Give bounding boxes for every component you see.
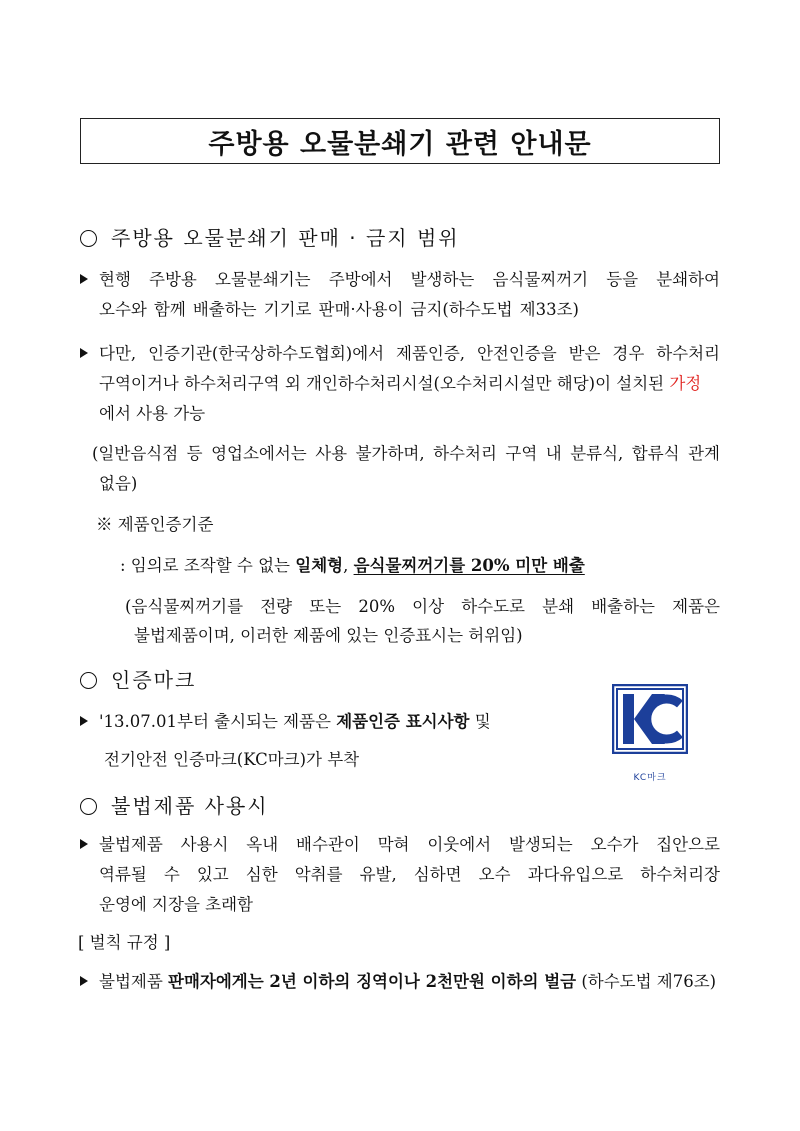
s3-bullet1-line1 — [80, 831, 720, 855]
s1-bullet2-line3 — [99, 400, 205, 424]
kc-mark-logo — [612, 684, 688, 784]
cert-note-line2 — [134, 622, 523, 646]
s1-bullet2-text3: 에서 사용 가능 — [99, 404, 206, 423]
s2-bullet1-text2: 전기안전 인증마크(KC마크)가 부착 — [104, 750, 360, 769]
page-title: 주방용 오물분쇄기 관련 안내문 — [208, 128, 592, 160]
penalty-heading-text: [ 벌칙 규정 ] — [78, 933, 171, 952]
triangle-bullet-icon — [80, 839, 88, 849]
s3-bullet1-line3 — [99, 891, 253, 915]
s3-bullet1-text3: 운영에 지장을 초래함 — [99, 895, 253, 914]
s3-bullet1-line2 — [99, 861, 720, 885]
highlight-home-text: 가정 — [669, 374, 702, 393]
circle-bullet-icon — [80, 798, 97, 815]
s1-bullet2-line1 — [80, 340, 720, 364]
kc-logo-icon — [612, 684, 688, 754]
penalty-text-c: (하수도법 제76조) — [576, 972, 717, 991]
cert-standard-prefix: : 임의로 조작할 수 없는 — [120, 556, 296, 575]
s1-bullet1-line1 — [80, 266, 720, 290]
cert-standard-comma: , — [343, 556, 354, 575]
penalty-heading — [78, 929, 170, 953]
triangle-bullet-icon — [80, 348, 88, 358]
section3-heading — [80, 790, 269, 819]
s2-bullet1-line2 — [104, 746, 359, 770]
section1-heading-text: 주방용 오물분쇄기 판매 · 금지 범위 — [111, 226, 460, 250]
cert-standard-integral: 일체형 — [295, 556, 344, 575]
penalty-text-b: 판매자에게는 2년 이하의 징역이나 2천만원 이하의 벌금 — [168, 972, 577, 991]
s1-bullet2-line2 — [99, 370, 701, 394]
s3-bullet1-text2: 역류될 수 있고 심한 악취를 유발, 심하면 오수 과다유입으로 하수처리장 — [99, 865, 720, 884]
s1-note-text2: 없음) — [99, 474, 138, 493]
circle-bullet-icon — [80, 672, 97, 689]
section2-heading — [80, 664, 196, 693]
s1-bullet2-text2: 구역이거나 하수처리구역 외 개인하수처리시설(오수처리시설만 해당)이 설치된 — [99, 374, 670, 393]
s1-bullet1-text1: 현행 주방용 오물분쇄기는 주방에서 발생하는 음식물찌꺼기 등을 분쇄하여 — [99, 270, 720, 289]
s2-bullet1-text1a: '13.07.01부터 출시되는 제품은 — [99, 712, 337, 731]
circle-bullet-icon — [80, 230, 97, 247]
s2-bullet1-text1b: 제품인증 표시사항 — [336, 712, 470, 731]
s1-bullet2-text1: 다만, 인증기관(한국상하수도협회)에서 제품인증, 안전인증을 받은 경우 하수처리 — [99, 344, 720, 363]
s3-bullet1-text1: 불법제품 사용시 옥내 배수관이 막혀 이웃에서 발생되는 오수가 집안으로 — [99, 835, 720, 854]
kc-mark-label: KC마크 — [633, 773, 667, 783]
section3-heading-text: 불법제품 사용시 — [111, 794, 269, 818]
s1-note-line2 — [99, 470, 137, 494]
cert-note-text2: 불법제품이며, 이러한 제품에 있는 인증표시는 허위임) — [134, 626, 523, 645]
cert-standard-heading-text: ※ 제품인증기준 — [96, 515, 214, 534]
s1-note-line1 — [92, 440, 720, 464]
s1-bullet1-text2: 오수와 함께 배출하는 기기로 판매·사용이 금지(하수도법 제33조) — [99, 300, 579, 319]
penalty-text-a: 불법제품 — [99, 972, 169, 991]
s2-bullet1-text1c: 및 — [469, 712, 491, 731]
cert-note-text1: (음식물찌꺼기를 전량 또는 20% 이상 하수도로 분쇄 배출하는 제품은 — [125, 597, 720, 616]
penalty-line — [80, 968, 716, 992]
s1-bullet1-line2 — [99, 296, 579, 320]
s2-bullet1-line1 — [80, 708, 491, 732]
cert-standard-line — [120, 552, 585, 576]
s1-note-text1: (일반음식점 등 영업소에서는 사용 불가하며, 하수처리 구역 내 분류식, 합류식 관계 — [92, 444, 720, 463]
section1-heading — [80, 222, 460, 251]
section2-heading-text: 인증마크 — [111, 668, 197, 692]
cert-standard-discharge: 음식물찌꺼기를 20% 미만 배출 — [353, 556, 585, 575]
page-title-box — [80, 118, 720, 164]
triangle-bullet-icon — [80, 976, 88, 986]
cert-note-line1 — [125, 593, 720, 617]
triangle-bullet-icon — [80, 716, 88, 726]
cert-standard-heading — [96, 511, 213, 535]
triangle-bullet-icon — [80, 274, 88, 284]
